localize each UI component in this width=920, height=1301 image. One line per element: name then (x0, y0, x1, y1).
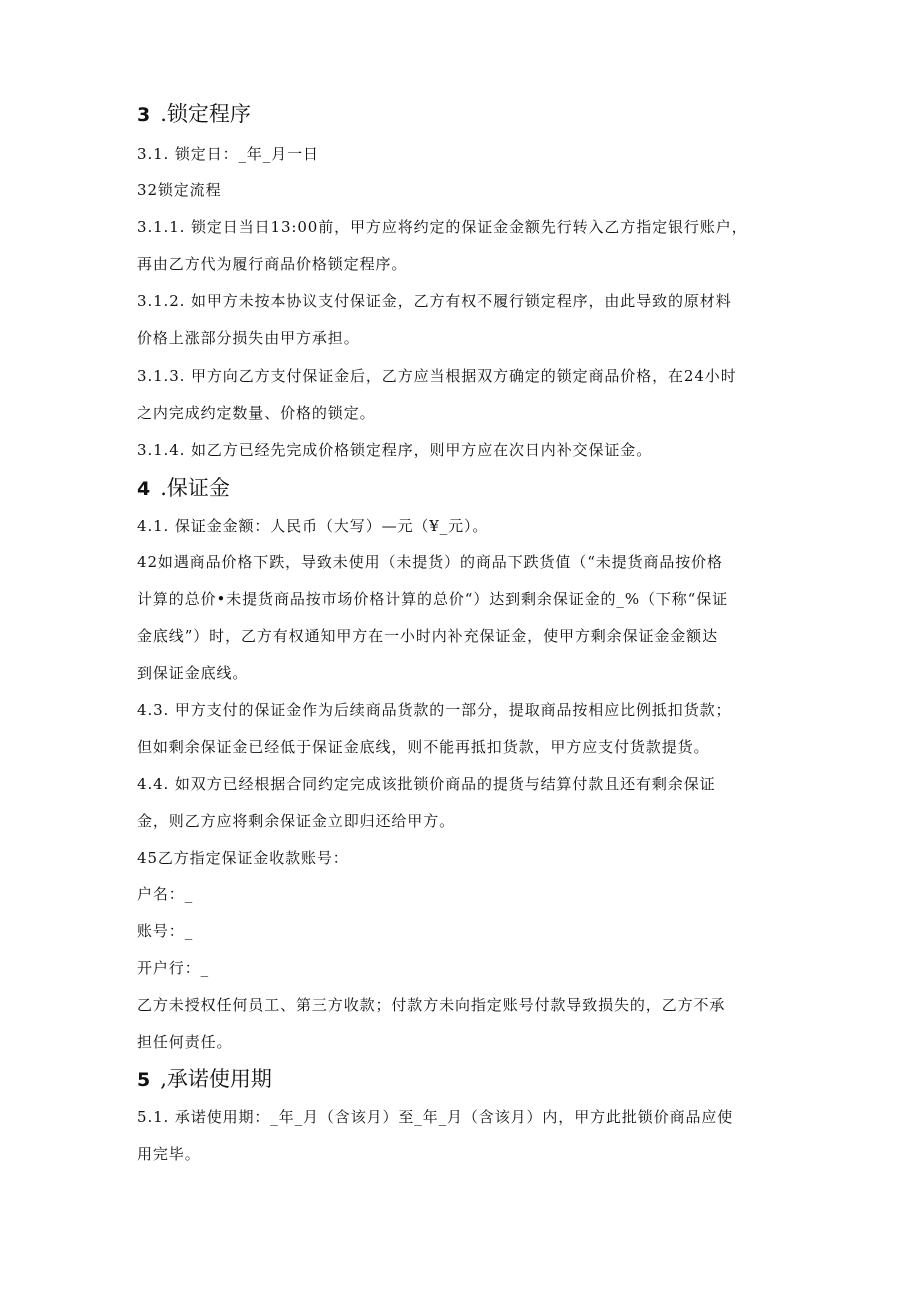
clause-3-1-1-line2: 再由乙方代为履行商品价格锁定程序。 (137, 255, 408, 273)
disclaimer-line2: 担任何责任。 (137, 1033, 233, 1051)
section-4-heading (137, 475, 230, 502)
clause-5-1-line1: 5.1. 承诺使用期：_年_月（含该月）至_年_月（含该月）内，甲方此批锁价商品应使 (137, 1108, 734, 1126)
clause-4-4-line2: 金，则乙方应将剩余保证金立即归还给甲方。 (137, 812, 456, 830)
clause-4-2-line4: 到保证金底线。 (137, 664, 249, 682)
account-bank: 开户行：_ (137, 959, 210, 977)
clause-3-1-2-line1: 3.1.2. 如甲方未按本协议支付保证金，乙方有权不履行锁定程序，由此导致的原材料 (137, 292, 732, 310)
clause-4-3-line1: 4.3. 甲方支付的保证金作为后续商品货款的一部分，提取商品按相应比例抵扣货款； (137, 701, 732, 719)
clause-3-1: 3.1. 锁定日：_年_月一日 (137, 145, 319, 163)
account-name: 户名：_ (137, 885, 194, 903)
clause-3-1-2-line2: 价格上涨部分损失由甲方承担。 (137, 329, 360, 347)
section-4-number: 4 (137, 478, 151, 500)
clause-4-2-line3: 金底线”）时，乙方有权通知甲方在一小时内补充保证金，使甲方剩余保证金金额达 (137, 627, 718, 645)
clause-3-2: 32锁定流程 (137, 181, 222, 199)
clause-4-5: 45乙方指定保证金收款账号： (137, 849, 349, 867)
clause-3-1-4: 3.1.4. 如乙方已经先完成价格锁定程序，则甲方应在次日内补交保证金。 (137, 441, 653, 459)
section-5-number: 5 (137, 1069, 151, 1091)
clause-4-4-line1: 4.4. 如双方已经根据合同约定完成该批锁价商品的提货与结算付款且还有剩余保证 (137, 775, 716, 793)
clause-3-1-1-line1: 3.1.1. 锁定日当日13:00前，甲方应将约定的保证金金额先行转入乙方指定银行账户， (137, 218, 748, 236)
section-3-number: 3 (137, 104, 151, 126)
section-5-title: ,承诺使用期 (160, 1067, 272, 1091)
clause-4-1: 4.1. 保证金金额：人民币（大写）—元（¥_元）。 (137, 517, 489, 535)
section-4-title: .保证金 (160, 476, 230, 500)
clause-4-3-line2: 但如剩余保证金已经低于保证金底线，则不能再抵扣货款，甲方应支付货款提货。 (137, 738, 710, 756)
clause-3-1-3-line1: 3.1.3. 甲方向乙方支付保证金后，乙方应当根据双方确定的锁定商品价格，在24小时 (137, 367, 737, 385)
clause-5-1-line2: 用完毕。 (137, 1145, 201, 1163)
section-3-title: .锁定程序 (160, 102, 251, 126)
clause-4-2-line2: 计算的总价•未提货商品按市场价格计算的总价“）达到剩余保证金的_%（下称“保证 (137, 590, 729, 608)
clause-3-1-3-line2: 之内完成约定数量、价格的锁定。 (137, 404, 376, 422)
account-number: 账号：_ (137, 922, 194, 940)
disclaimer-line1: 乙方未授权任何员工、第三方收款；付款方未向指定账号付款导致损失的，乙方不承 (137, 996, 726, 1014)
section-3-heading (137, 101, 251, 128)
section-5-heading (137, 1066, 272, 1093)
clause-4-2-line1: 42如遇商品价格下跌，导致未使用（未提货）的商品下跌货值（“未提货商品按价格 (137, 553, 723, 571)
